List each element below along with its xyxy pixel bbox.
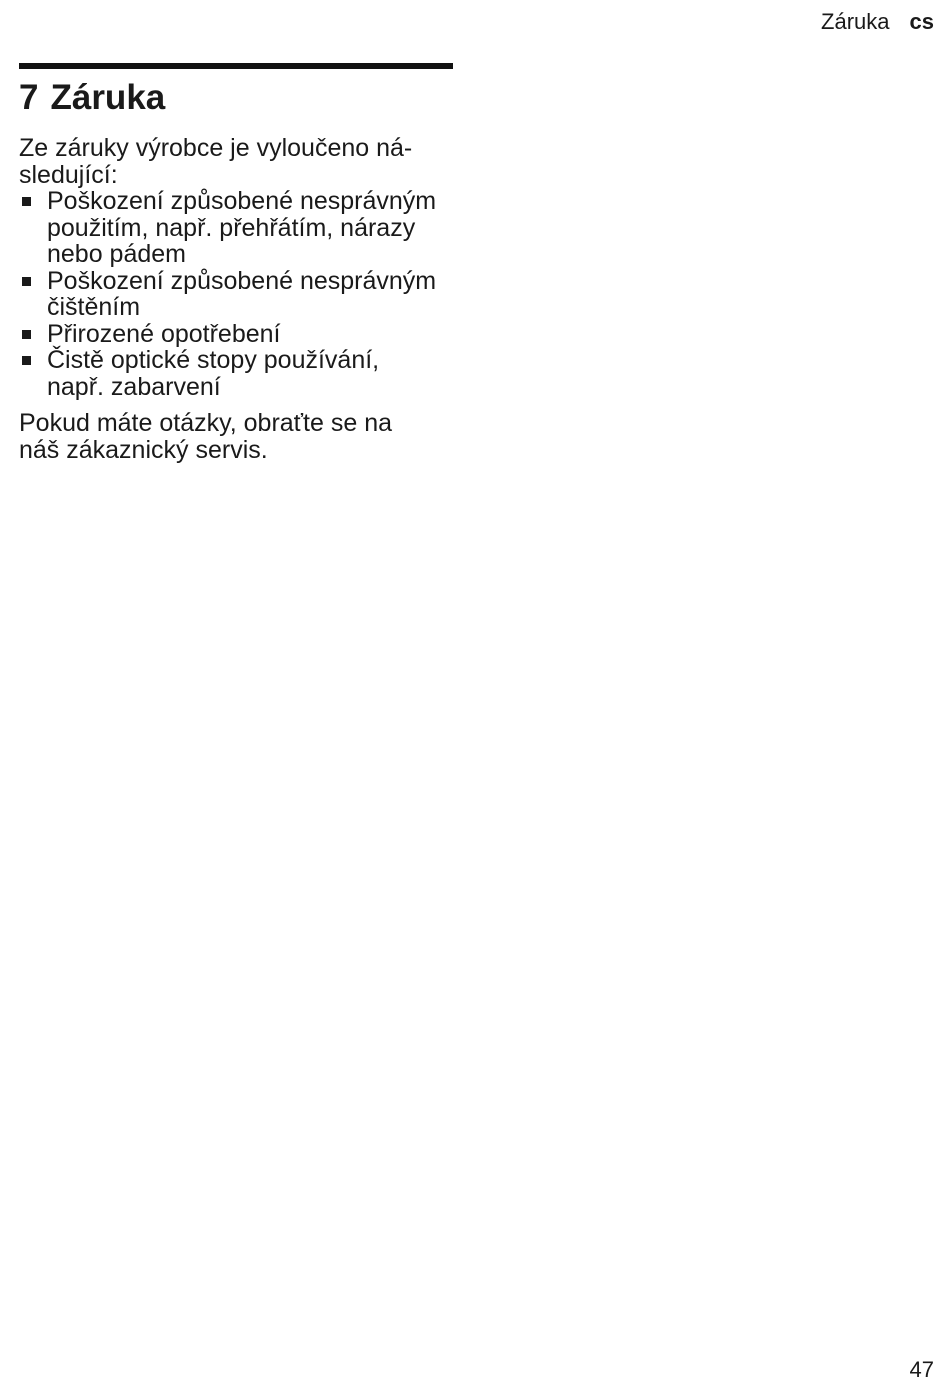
running-header-section-name: Záruka <box>821 9 890 34</box>
list-item-line: Poškození způsobené nesprávným <box>47 187 437 215</box>
outro-line: Pokud máte otázky, obraťte se na <box>19 409 393 437</box>
section-number: 7 <box>19 78 39 117</box>
page-number: 47 <box>909 1357 934 1382</box>
intro-line: Ze záruky výrobce je vyloučeno ná- <box>19 134 413 162</box>
intro-paragraph <box>19 135 453 188</box>
list-item <box>19 268 453 321</box>
square-bullet-icon <box>22 197 31 206</box>
square-bullet-icon <box>22 330 31 339</box>
list-item <box>19 188 453 268</box>
square-bullet-icon <box>22 277 31 286</box>
outro-line: náš zákaznický servis. <box>19 435 268 464</box>
list-item <box>19 347 453 400</box>
list-item-line: Poškození způsobené nesprávným <box>47 266 437 295</box>
exclusion-list <box>19 188 453 400</box>
intro-line: sledující: <box>19 160 118 189</box>
list-item-line: použitím, např. přehřátím, nárazy <box>47 213 416 242</box>
list-item <box>19 321 453 348</box>
list-item-line: např. zabarvení <box>47 372 221 401</box>
section-rule <box>19 63 453 69</box>
list-item-line: nebo pádem <box>47 240 187 268</box>
list-item-line: čištěním <box>47 293 141 321</box>
language-code: cs <box>909 9 934 34</box>
square-bullet-icon <box>22 356 31 365</box>
list-item-line: Přirozené opotřebení <box>47 319 281 348</box>
list-item-line: Čistě optické stopy používání, <box>47 346 380 374</box>
running-header <box>821 8 934 36</box>
section-title: Záruka <box>50 78 166 117</box>
section-heading <box>19 77 453 119</box>
outro-paragraph <box>19 410 453 463</box>
main-column <box>19 63 453 463</box>
